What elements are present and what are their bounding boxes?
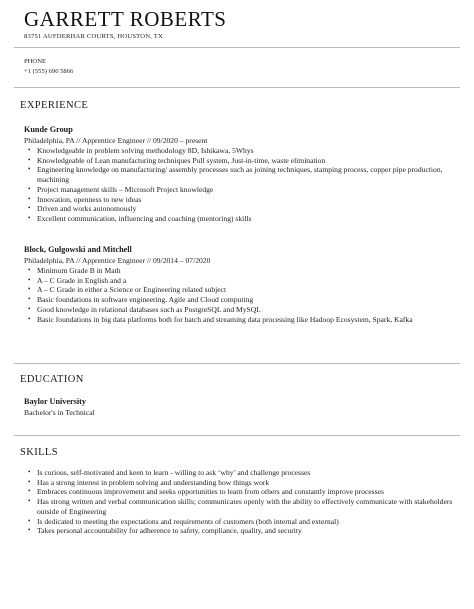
list-item: [24, 295, 454, 305]
list-item: [24, 185, 454, 195]
job-bullet-list: [24, 266, 454, 324]
bullet-dot-icon: •: [28, 295, 31, 304]
bullet-dot-icon: •: [28, 468, 31, 476]
list-item-text: Takes personal accountability for adherence to safety, compliance, quality, and security: [37, 526, 302, 536]
job-entry: [24, 244, 454, 324]
list-item-text: A – C Grade in either a Science or Engineering related subject: [37, 285, 227, 295]
bullet-dot-icon: •: [28, 194, 31, 203]
list-item: [24, 146, 454, 156]
experience-divider: [14, 363, 460, 364]
list-item: [24, 478, 454, 488]
list-item-text: Embraces continuous improvement and seeks opportunities to learn from others and constantly improve processes: [37, 487, 384, 497]
header-divider: [14, 47, 460, 48]
bullet-dot-icon: •: [28, 204, 31, 213]
education-degree: Bachelor's in Technical: [24, 408, 95, 417]
list-item: [24, 156, 454, 166]
bullet-dot-icon: •: [28, 275, 31, 284]
job-company: Block, Gulgowski and Mitchell: [24, 245, 132, 254]
job-meta: Philadelphia, PA // Apprentice Engineer // 09/2020 – present: [24, 136, 208, 145]
list-item-text: Has strong written and verbal communication skills; communicates openly with the ability to effectively communicate with stakeholders outside of Engineering: [37, 497, 453, 516]
education-divider: [14, 435, 460, 436]
bullet-dot-icon: •: [28, 526, 31, 535]
list-item-text: Innovation, openness to new ideas: [37, 194, 142, 204]
list-item: [24, 285, 454, 295]
list-item-text: Knowledgeable of Lean manufacturing techniques Pull system, Just-in-time, waste elimination: [37, 155, 326, 165]
list-item: [24, 468, 454, 478]
bullet-dot-icon: •: [28, 165, 31, 174]
skills-heading: SKILLS: [20, 447, 58, 458]
bullet-dot-icon: •: [28, 184, 31, 193]
education-entry: [24, 396, 454, 418]
list-item: [24, 497, 454, 516]
job-entry: [24, 124, 454, 224]
list-item: [24, 517, 454, 527]
list-item-text: Basic foundations in big data platforms both for batch and streaming data processing like Hadoop Ecosystem, Spark, Kafka: [37, 314, 413, 324]
skills-entry: [24, 468, 454, 536]
bullet-dot-icon: •: [28, 146, 31, 154]
list-item: [24, 276, 454, 286]
bullet-dot-icon: •: [28, 285, 31, 294]
list-item: [24, 526, 454, 536]
list-item: [24, 165, 454, 184]
list-item-text: Is curious, self-motivated and keen to learn - willing to ask ‘why’ and challenge processes: [37, 468, 311, 477]
skills-bullet-list: [24, 468, 454, 536]
bullet-dot-icon: •: [28, 487, 31, 496]
list-item-text: Engineering knowledge on manufacturing/ assembly processes such as joining techniques, stamping process, copper pipe production, machining: [37, 165, 443, 185]
job-bullet-list: [24, 146, 454, 224]
list-item-text: Project management skills – Microsoft Project knowledge: [37, 184, 214, 194]
list-item: [24, 266, 454, 276]
list-item-text: Driven and works autonomously: [37, 204, 137, 214]
contact-divider: [14, 87, 460, 88]
candidate-address: 83751 AUFDERHAR COURTS, HOUSTON, TX: [24, 33, 163, 40]
bullet-dot-icon: •: [28, 266, 31, 274]
list-item: [24, 195, 454, 205]
list-item: [24, 315, 454, 325]
list-item-text: Excellent communication, influencing and coaching (mentoring) skills: [37, 213, 252, 223]
list-item: [24, 204, 454, 214]
bullet-dot-icon: •: [28, 516, 31, 525]
list-item-text: Has a strong interest in problem solving and understanding how things work: [37, 477, 270, 487]
bullet-dot-icon: •: [28, 477, 31, 486]
job-company: Kunde Group: [24, 125, 73, 134]
experience-heading: EXPERIENCE: [20, 100, 89, 111]
bullet-dot-icon: •: [28, 213, 31, 222]
education-school: Baylor University: [24, 397, 86, 406]
candidate-name: GARRETT ROBERTS: [24, 7, 227, 31]
bullet-dot-icon: •: [28, 314, 31, 323]
list-item-text: Minimum Grade B in Math: [37, 266, 121, 275]
list-item: [24, 305, 454, 315]
list-item: [24, 487, 454, 497]
bullet-dot-icon: •: [28, 155, 31, 164]
bullet-dot-icon: •: [28, 497, 31, 506]
job-meta: Philadelphia, PA // Apprentice Engineer // 09/2014 – 07/2020: [24, 256, 211, 265]
list-item-text: Basic foundations in software engineering, Agile and Cloud computing: [37, 295, 254, 305]
phone-number: +1 (555) 690 5866: [24, 68, 74, 75]
bullet-dot-icon: •: [28, 304, 31, 313]
list-item-text: Good knowledge in relational databases such as PostgreSQL and MySQL: [37, 304, 261, 314]
list-item: [24, 214, 454, 224]
phone-label: PHONE: [24, 58, 46, 65]
education-heading: EDUCATION: [20, 374, 84, 385]
list-item-text: A – C Grade in English and a: [37, 275, 127, 285]
list-item-text: Is dedicated to meeting the expectations and requirements of customers (both internal and external): [37, 516, 339, 526]
list-item-text: Knowledgeable in problem solving methodology 8D, Ishikawa, 5Whys: [37, 146, 254, 155]
